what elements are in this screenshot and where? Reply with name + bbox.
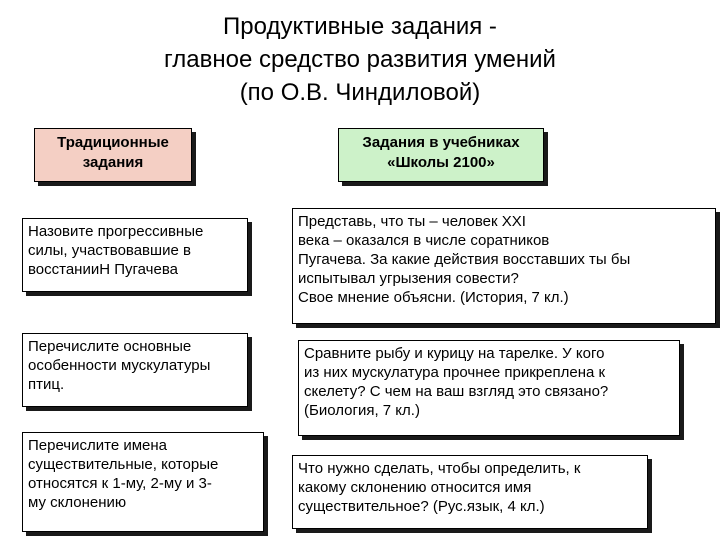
slide-title-line-3: (по О.В. Чиндиловой) — [239, 79, 481, 106]
textbook-tasks-header — [338, 128, 544, 182]
textbook-tasks-header-line-2: «Школы 2100» — [387, 154, 495, 171]
task-text-line: Назовите прогрессивные — [28, 223, 204, 240]
textbook-tasks-header-line-1: Задания в учебниках — [362, 134, 520, 151]
task-text-line: испытывал угрызения совести? — [298, 270, 519, 287]
traditional-tasks-header — [34, 128, 192, 182]
task-text-line: силы, участвовавшие в — [28, 242, 191, 259]
task-text-line: Что нужно сделать, чтобы определить, к — [298, 460, 581, 477]
task-text-line: Свое мнение объясни. (История, 7 кл.) — [298, 289, 569, 306]
traditional-task-biology — [22, 333, 248, 407]
task-text-line: (Биология, 7 кл.) — [304, 402, 420, 419]
task-text-line: из них мускулатура прочнее прикреплена к — [304, 364, 606, 381]
task-text-line: Перечислите основные — [28, 338, 192, 355]
task-text-line: птиц. — [28, 376, 65, 393]
slide-title-line-2: главное средство развития умений — [164, 46, 556, 73]
task-text-line: особенности мускулатуры — [28, 357, 211, 374]
task-text-line: восстанииН Пугачева — [28, 261, 178, 278]
textbook-task-biology — [298, 340, 680, 436]
task-text-line: какому склонению относится имя — [298, 479, 532, 496]
task-text-line: существительные, которые — [28, 456, 219, 473]
task-text-line: века – оказался в числе соратников — [298, 232, 550, 249]
task-text-line: му склонению — [28, 494, 127, 511]
task-text-line: Перечислите имена — [28, 437, 168, 454]
task-text-line: Пугачева. За какие действия восставших ты бы — [298, 251, 631, 268]
slide-title — [90, 10, 630, 109]
traditional-task-history — [22, 218, 248, 292]
traditional-task-russian — [22, 432, 264, 532]
task-text-line: Представь, что ты – человек XXI — [298, 213, 526, 230]
task-text-line: относятся к 1-му, 2-му и 3- — [28, 475, 212, 492]
textbook-task-history — [292, 208, 716, 324]
traditional-tasks-header-line-1: Традиционные — [57, 134, 169, 151]
traditional-tasks-header-line-2: задания — [82, 154, 144, 171]
slide-title-line-1: Продуктивные задания - — [223, 13, 497, 40]
task-text-line: скелету? С чем на ваш взгляд это связано? — [304, 383, 609, 400]
task-text-line: существительное? (Рус.язык, 4 кл.) — [298, 498, 545, 515]
task-text-line: Сравните рыбу и курицу на тарелке. У кого — [304, 345, 605, 362]
textbook-task-russian — [292, 455, 648, 529]
